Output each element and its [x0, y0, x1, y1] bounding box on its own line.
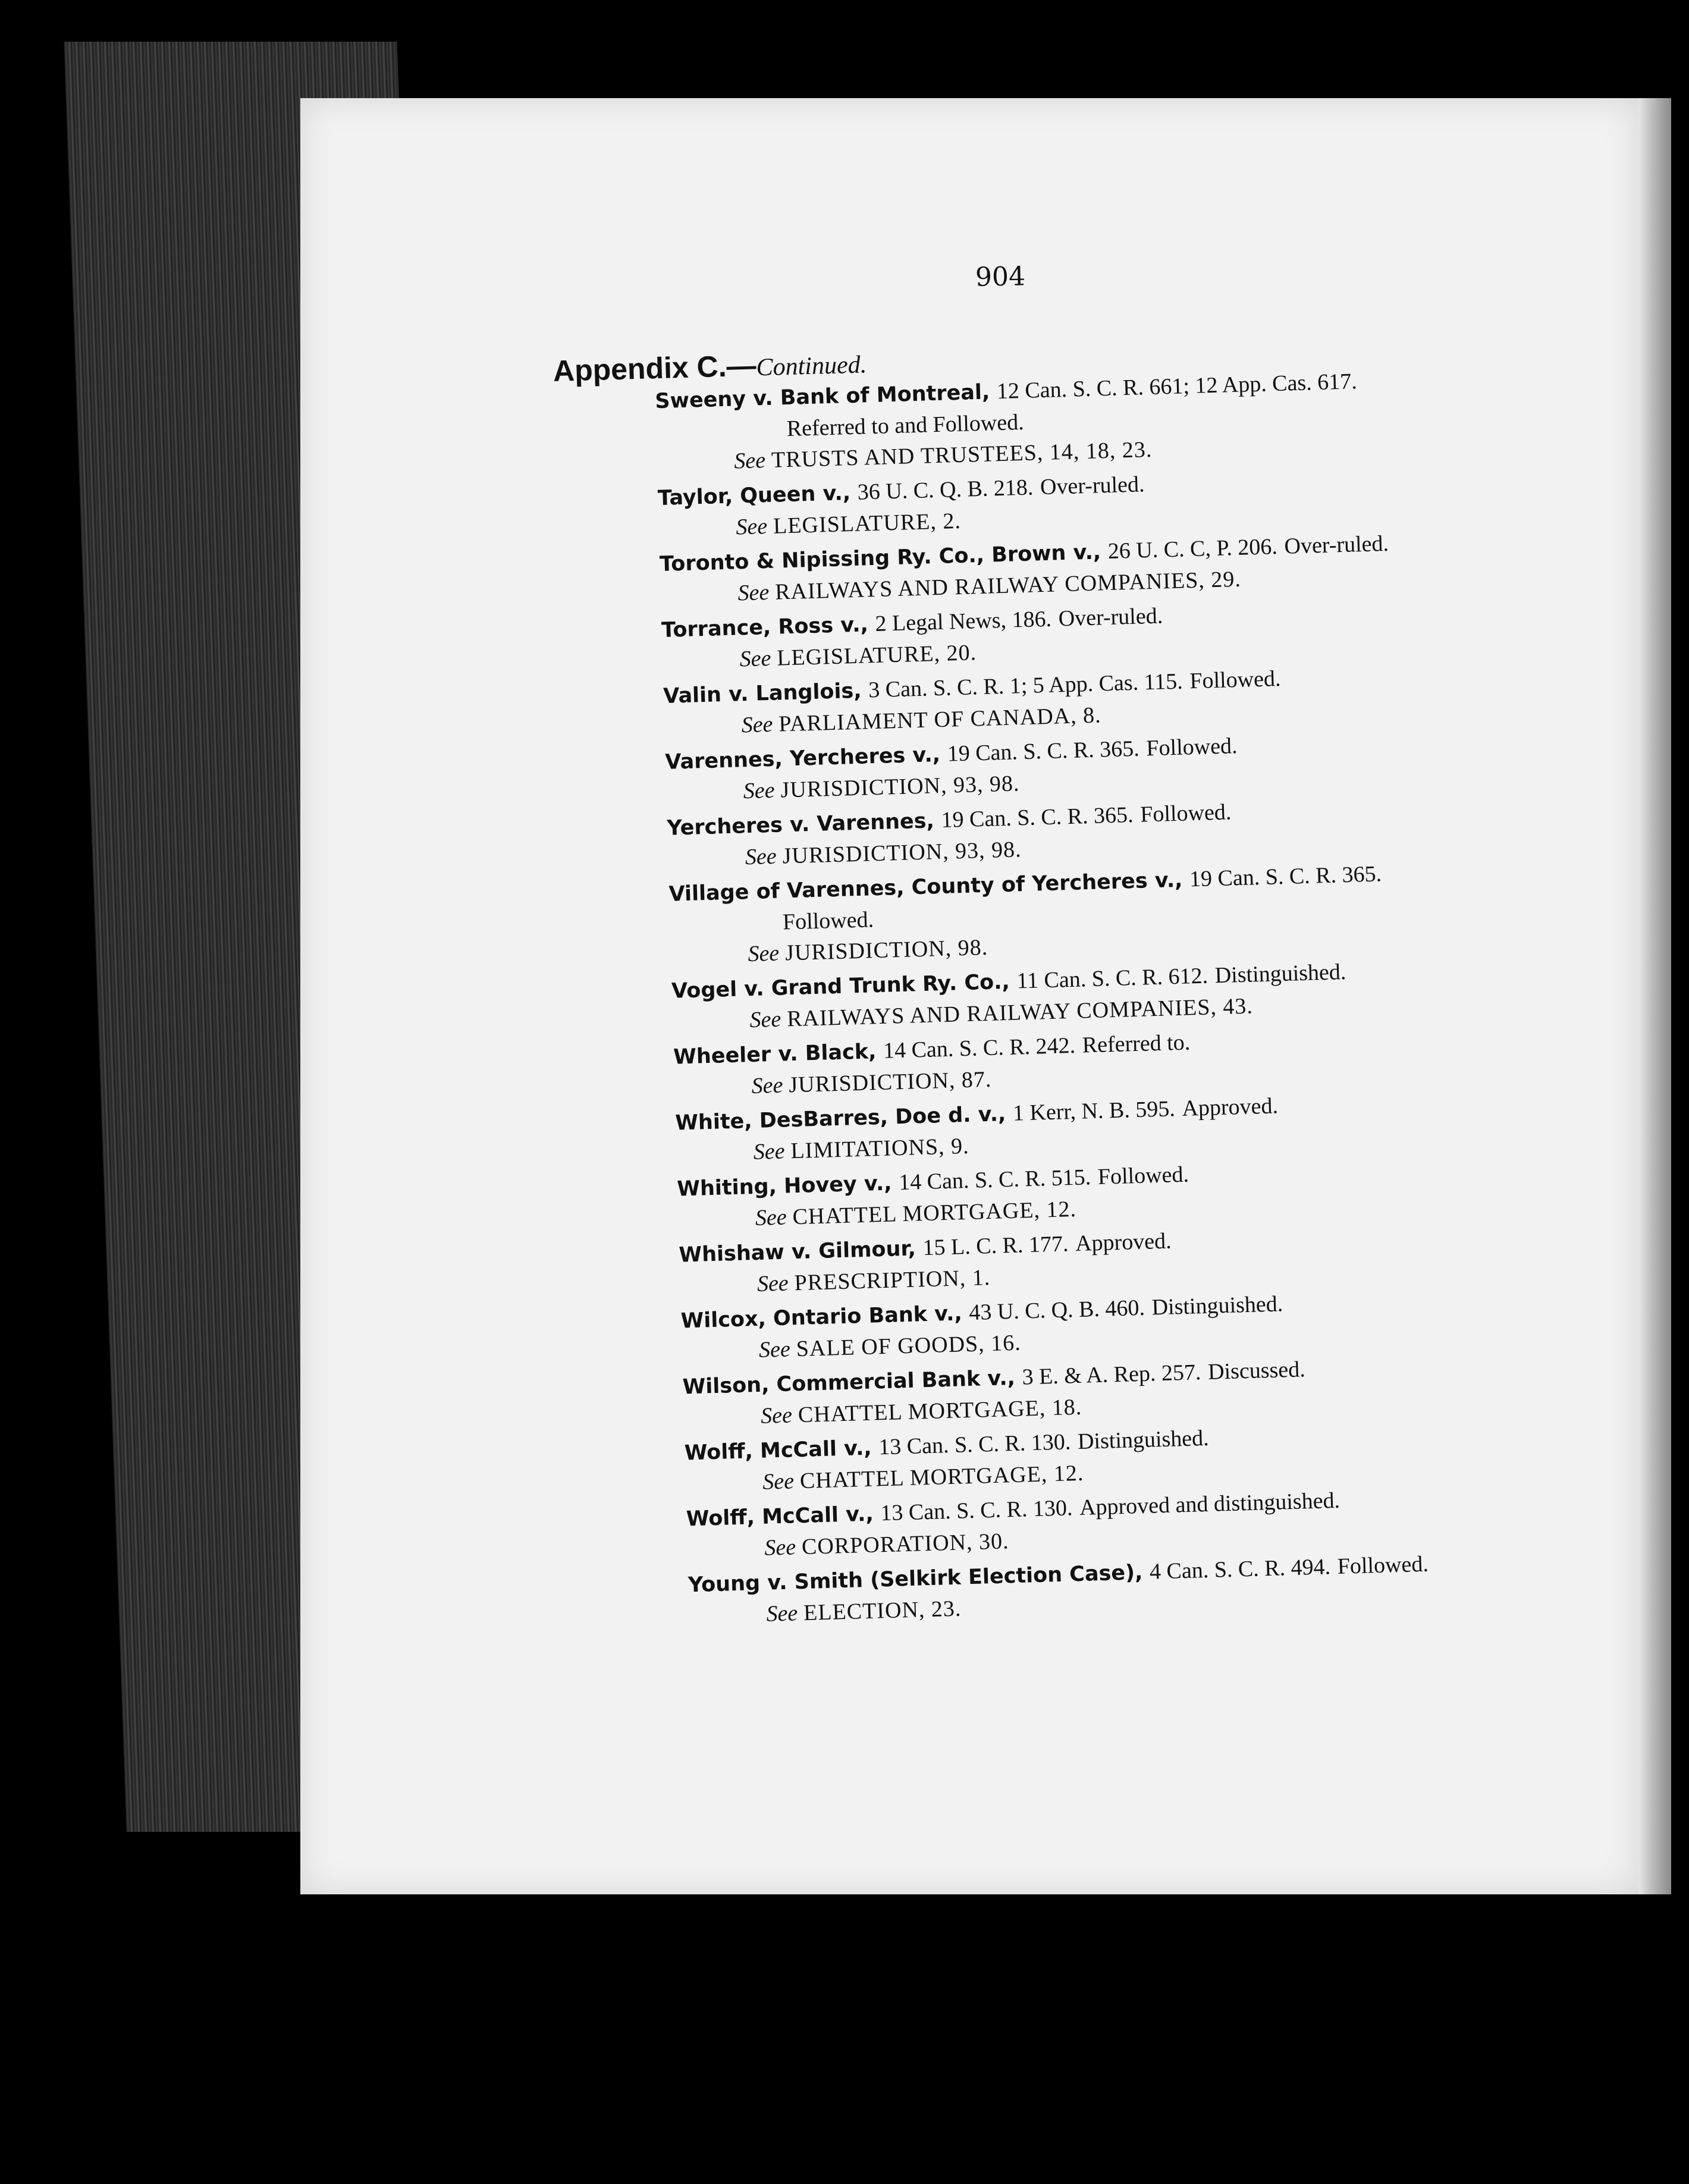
- case-citation: 36 U. C. Q. B. 218.: [857, 475, 1034, 505]
- case-citation: 3 Can. S. C. R. 1; 5 App. Cas. 115.: [868, 669, 1183, 703]
- see-subject: JURISDICTION, 93, 98.: [780, 771, 1021, 803]
- see-subject: LEGISLATURE, 20.: [776, 640, 977, 671]
- case-citation: 43 U. C. Q. B. 460.: [968, 1295, 1145, 1326]
- see-subject: PRESCRIPTION, 1.: [794, 1265, 991, 1296]
- page-gutter-shadow: [1638, 98, 1671, 1894]
- case-name: Sweeny v. Bank of Montreal,: [654, 380, 990, 414]
- case-name: White, DesBarres, Doe d. v.,: [674, 1102, 1006, 1135]
- see-label: See: [735, 513, 768, 540]
- see-subject: PARLIAMENT OF CANADA, 8.: [778, 702, 1102, 737]
- case-citation: 14 Can. S. C. R. 242.: [883, 1033, 1076, 1063]
- see-subject: JURISDICTION, 98.: [784, 934, 988, 966]
- case-name: Taylor, Queen v.,: [657, 481, 851, 511]
- see-subject: SALE OF GOODS, 16.: [796, 1330, 1022, 1362]
- case-treatment: Followed.: [1337, 1551, 1429, 1579]
- appendix-title: Appendix C.—: [552, 349, 757, 388]
- case-treatment: Followed.: [1139, 799, 1232, 827]
- case-treatment: Approved.: [1181, 1093, 1279, 1121]
- case-name: Torrance, Ross v.,: [661, 613, 869, 643]
- see-label: See: [737, 579, 770, 606]
- case-name: Wolff, McCall v.,: [686, 1502, 874, 1532]
- see-label: See: [762, 1468, 795, 1495]
- case-treatment: Followed.: [1189, 666, 1282, 694]
- see-label: See: [756, 1270, 789, 1297]
- case-name: Village of Varennes, County of Yercheres v.,: [668, 868, 1183, 906]
- see-subject: CHATTEL MORTGAGE, 12.: [799, 1460, 1084, 1494]
- case-treatment: Distinguished.: [1214, 959, 1346, 989]
- case-list: [554, 360, 1599, 1634]
- case-name: Wilson, Commercial Bank v.,: [682, 1366, 1016, 1399]
- case-treatment: Distinguished.: [1151, 1291, 1283, 1320]
- case-citation: 26 U. C. C, P. 206.: [1107, 534, 1278, 564]
- see-label: See: [764, 1535, 796, 1561]
- see-label: See: [745, 843, 777, 870]
- case-citation: 4 Can. S. C. R. 494.: [1149, 1554, 1331, 1584]
- see-subject: RAILWAYS AND RAILWAY COMPANIES, 29.: [774, 566, 1242, 605]
- case-name: Toronto & Nipissing Ry. Co., Brown v.,: [659, 540, 1101, 577]
- see-subject: CHATTEL MORTGAGE, 18.: [798, 1394, 1082, 1428]
- case-treatment: Distinguished.: [1077, 1425, 1210, 1454]
- case-citation: 15 L. C. R. 177.: [922, 1231, 1069, 1261]
- see-subject: ELECTION, 23.: [803, 1596, 962, 1626]
- case-name: Vogel v. Grand Trunk Ry. Co.,: [671, 969, 1010, 1003]
- case-name: Varennes, Yercheres v.,: [664, 743, 941, 774]
- see-subject: CHATTEL MORTGAGE, 12.: [792, 1196, 1077, 1230]
- case-name: Valin v. Langlois,: [663, 679, 862, 708]
- see-subject: TRUSTS AND TRUSTEES, 14, 18, 23.: [771, 437, 1153, 473]
- case-treatment: Approved.: [1075, 1228, 1172, 1256]
- see-subject: RAILWAYS AND RAILWAY COMPANIES, 43.: [786, 993, 1254, 1032]
- appendix-content: [550, 237, 1599, 1639]
- case-name: Wolff, McCall v.,: [684, 1436, 872, 1466]
- case-treatment-continued: Referred to and Followed.: [786, 409, 1025, 441]
- case-treatment: Discussed.: [1207, 1357, 1306, 1385]
- case-treatment: Over-ruled.: [1283, 531, 1389, 559]
- case-name: Whishaw v. Gilmour,: [679, 1237, 916, 1267]
- case-treatment: Over-ruled.: [1058, 603, 1163, 632]
- case-citation: 1 Kerr, N. B. 595.: [1012, 1096, 1176, 1126]
- see-label: See: [765, 1601, 798, 1627]
- see-label: See: [751, 1072, 783, 1099]
- case-treatment: Approved and distinguished.: [1079, 1488, 1340, 1520]
- case-citation: 3 E. & A. Rep. 257.: [1022, 1360, 1201, 1390]
- see-label: See: [760, 1402, 793, 1429]
- case-name: Yercheres v. Varennes,: [666, 809, 935, 840]
- case-citation: 13 Can. S. C. R. 130.: [880, 1495, 1073, 1526]
- appendix-continued: Continued.: [756, 351, 867, 382]
- case-treatment: Followed.: [1097, 1162, 1189, 1190]
- case-treatment: Referred to.: [1082, 1030, 1191, 1058]
- see-label: See: [743, 777, 776, 804]
- case-citation: 19 Can. S. C. R. 365.: [940, 802, 1134, 833]
- case-citation: 14 Can. S. C. R. 515.: [898, 1165, 1091, 1195]
- case-treatment-continued: Followed.: [782, 907, 874, 935]
- see-subject: CORPORATION, 30.: [801, 1529, 1010, 1560]
- see-label: See: [753, 1138, 786, 1165]
- see-subject: JURISDICTION, 87.: [788, 1066, 992, 1098]
- case-citation: 2 Legal News, 186.: [874, 606, 1052, 636]
- case-treatment: Followed.: [1145, 733, 1238, 761]
- see-label: See: [755, 1204, 787, 1231]
- see-label: See: [747, 940, 780, 967]
- page-number: 904: [975, 261, 1026, 293]
- case-citation: 19 Can. S. C. R. 365.: [1189, 861, 1382, 892]
- case-citation: 12 Can. S. C. R. 661; 12 App. Cas. 617.: [996, 369, 1358, 404]
- case-name: Young v. Smith (Selkirk Election Case),: [687, 1561, 1143, 1598]
- see-subject: JURISDICTION, 93, 98.: [782, 837, 1022, 869]
- see-label: See: [739, 645, 771, 672]
- case-name: Wilcox, Ontario Bank v.,: [680, 1301, 963, 1333]
- see-label: See: [741, 711, 774, 738]
- see-subject: LIMITATIONS, 9.: [790, 1133, 970, 1164]
- see-label: See: [733, 448, 766, 474]
- case-citation: 11 Can. S. C. R. 612.: [1016, 963, 1208, 994]
- case-citation: 19 Can. S. C. R. 365.: [947, 736, 1140, 767]
- case-name: Whiting, Hovey v.,: [676, 1171, 893, 1201]
- see-label: See: [758, 1336, 791, 1363]
- case-citation: 13 Can. S. C. R. 130.: [878, 1429, 1071, 1460]
- case-treatment: Over-ruled.: [1040, 472, 1145, 500]
- see-label: See: [749, 1006, 781, 1033]
- case-name: Wheeler v. Black,: [673, 1040, 877, 1069]
- see-subject: LEGISLATURE, 2.: [773, 508, 962, 539]
